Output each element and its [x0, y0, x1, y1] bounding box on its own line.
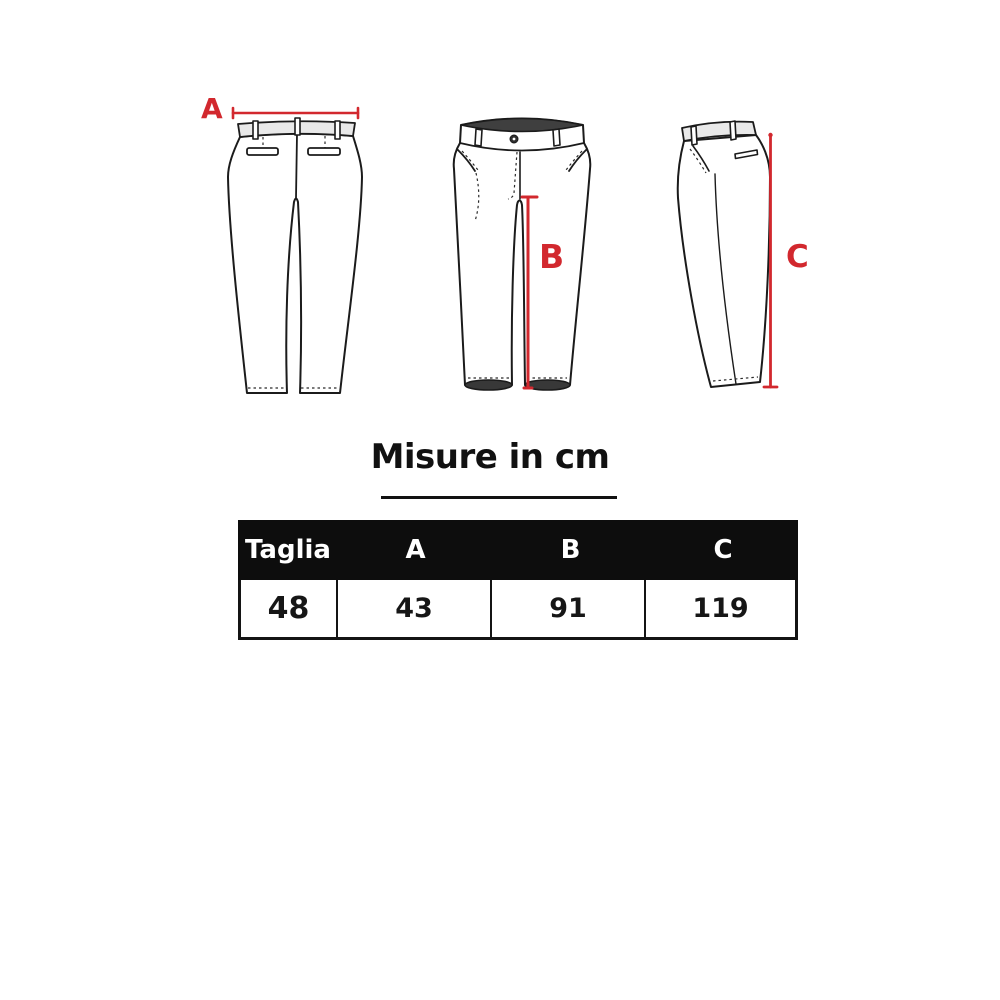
title-underline	[381, 496, 617, 499]
waist-measure-line-a	[233, 108, 358, 118]
size-table	[238, 520, 798, 640]
pants-back-body	[228, 134, 362, 393]
size-table-cell-taglia: 48	[241, 580, 338, 637]
size-table-header-cell-c: C	[713, 535, 733, 565]
size-table-header-cell-b: B	[560, 535, 581, 565]
size-table-cell-a: 43	[338, 580, 492, 637]
measure-label-a: A	[201, 92, 223, 125]
size-table-header-cell-a: A	[405, 535, 426, 565]
pants-side-body	[678, 135, 770, 387]
size-table-cell-c: 119	[692, 593, 749, 624]
hem-openings	[465, 380, 570, 390]
pants-front-view-illustration	[440, 105, 610, 405]
pants-back-view-illustration	[215, 100, 375, 405]
size-table-data-row	[238, 580, 798, 640]
measure-label-b: B	[539, 237, 565, 276]
size-table-header-row	[238, 520, 798, 580]
size-chart-title: Misure in cm	[370, 437, 610, 477]
size-table-header-cell-taglia: Taglia	[245, 535, 331, 565]
size-table-cell-b: 91	[492, 580, 646, 637]
measure-label-c: C	[786, 239, 809, 275]
pants-front-body	[454, 119, 591, 386]
waist-button	[510, 135, 518, 143]
